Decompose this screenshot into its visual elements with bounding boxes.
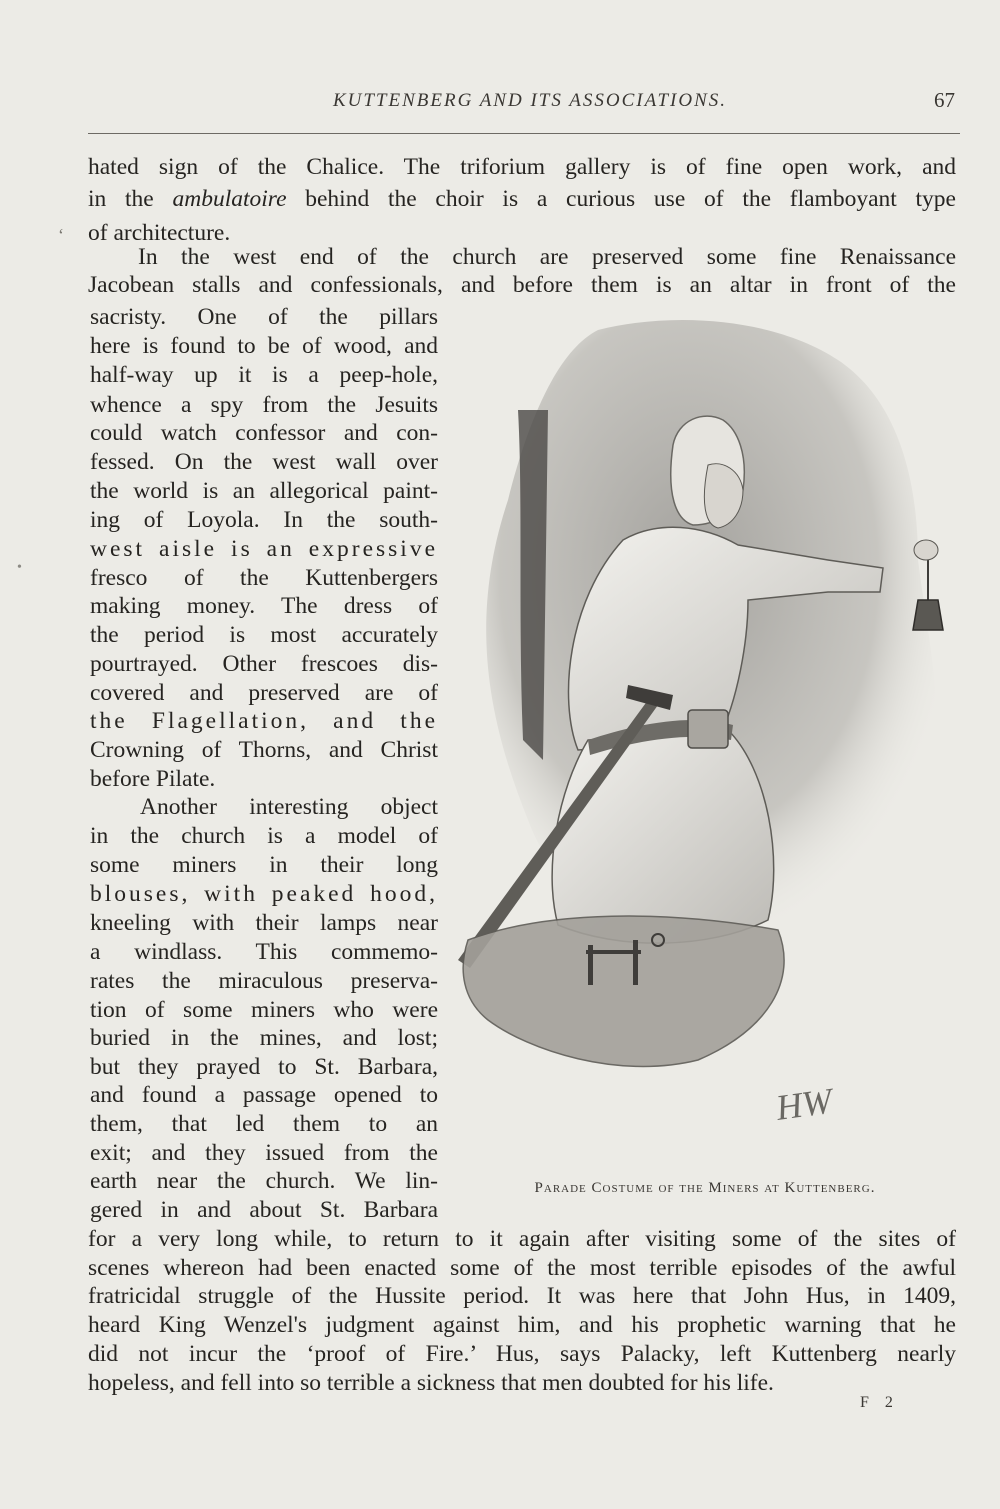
text-line: a windlass. This commemo-	[90, 939, 438, 965]
text-line: scenes whereon had been enacted some of the most terrible episodes of the awful	[88, 1255, 956, 1281]
text-line: heard King Wenzel's judgment against him, and his prophetic warning that he	[88, 1312, 956, 1338]
signature-mark: F 2	[860, 1394, 899, 1411]
text-line: tion of some miners who were	[90, 997, 438, 1023]
text-line: Crowning of Thorns, and Christ	[90, 737, 438, 763]
text-line: the Flagellation, and the	[90, 708, 438, 734]
text-line: ing of Loyola. In the south-	[90, 507, 438, 533]
running-head: KUTTENBERG AND ITS ASSOCIATIONS.	[332, 90, 728, 111]
text-line: gered in and about St. Barbara	[90, 1197, 438, 1223]
text-line: before Pilate.	[90, 766, 216, 792]
text-line: earth near the church. We lin-	[90, 1168, 438, 1194]
text-line: buried in the mines, and lost;	[90, 1025, 438, 1051]
text-line: covered and preserved are of	[90, 680, 438, 706]
miner-illustration	[448, 300, 988, 1170]
text-line: fresco of the Kuttenbergers	[90, 565, 438, 591]
text-line: Another interesting object	[140, 794, 438, 820]
text-line: fessed. On the west wall over	[90, 449, 438, 475]
text-line: fratricidal struggle of the Hussite period. It was here that John Hus, in 1409,	[88, 1283, 956, 1309]
text-line: and found a passage opened to	[90, 1082, 438, 1108]
text-segment: behind the choir is a curious use of the flamboyant type	[286, 186, 956, 212]
margin-dot: •	[17, 560, 22, 575]
text-line: some miners in their long	[90, 852, 438, 878]
text-line: In the west end of the church are preserved some fine Renaissance	[138, 244, 956, 270]
text-line: exit; and they issued from the	[90, 1140, 438, 1166]
text-line: west aisle is an expressive	[90, 536, 438, 562]
text-segment: in the	[88, 186, 173, 212]
text-line: of architecture.	[88, 220, 231, 246]
margin-mark: ‘	[58, 225, 64, 245]
text-line: but they prayed to St. Barbara,	[90, 1054, 438, 1080]
text-line: the world is an allegorical paint-	[90, 478, 438, 504]
text-line: them, that led them to an	[90, 1111, 438, 1137]
text-line: making money. The dress of	[90, 593, 438, 619]
text-line	[88, 184, 956, 214]
text-line: whence a spy from the Jesuits	[90, 392, 438, 418]
miner-drawing	[448, 300, 988, 1170]
text-line: here is found to be of wood, and	[90, 333, 438, 359]
page-number: 67	[934, 88, 955, 112]
artist-monogram: HW	[773, 1080, 835, 1128]
text-line: pourtrayed. Other frescoes dis-	[90, 651, 438, 677]
text-line: sacristy. One of the pillars	[90, 304, 438, 330]
text-line: did not incur the ‘proof of Fire.’ Hus, says Palacky, left Kuttenberg nearly	[88, 1341, 956, 1367]
text-line: kneeling with their lamps near	[90, 910, 438, 936]
text-line: could watch confessor and con-	[90, 420, 438, 446]
text-line: Jacobean stalls and confessionals, and before them is an altar in front of the	[88, 272, 956, 298]
text-line: hopeless, and fell into so terrible a sickness that men doubted for his life.	[88, 1370, 774, 1396]
header-rule	[88, 133, 960, 134]
illustration-caption: Parade Costume of the Miners at Kuttenberg.	[534, 1180, 876, 1196]
text-line: the period is most accurately	[90, 622, 438, 648]
text-line: hated sign of the Chalice. The triforium gallery is of fine open work, and	[88, 154, 956, 180]
italic-term: ambulatoire	[172, 186, 287, 212]
text-line: blouses, with peaked hood,	[90, 881, 438, 907]
text-line: for a very long while, to return to it again after visiting some of the sites of	[88, 1226, 956, 1252]
text-line: in the church is a model of	[90, 823, 438, 849]
text-line: rates the miraculous preserva-	[90, 968, 438, 994]
text-line: half-way up it is a peep-hole,	[90, 362, 438, 388]
